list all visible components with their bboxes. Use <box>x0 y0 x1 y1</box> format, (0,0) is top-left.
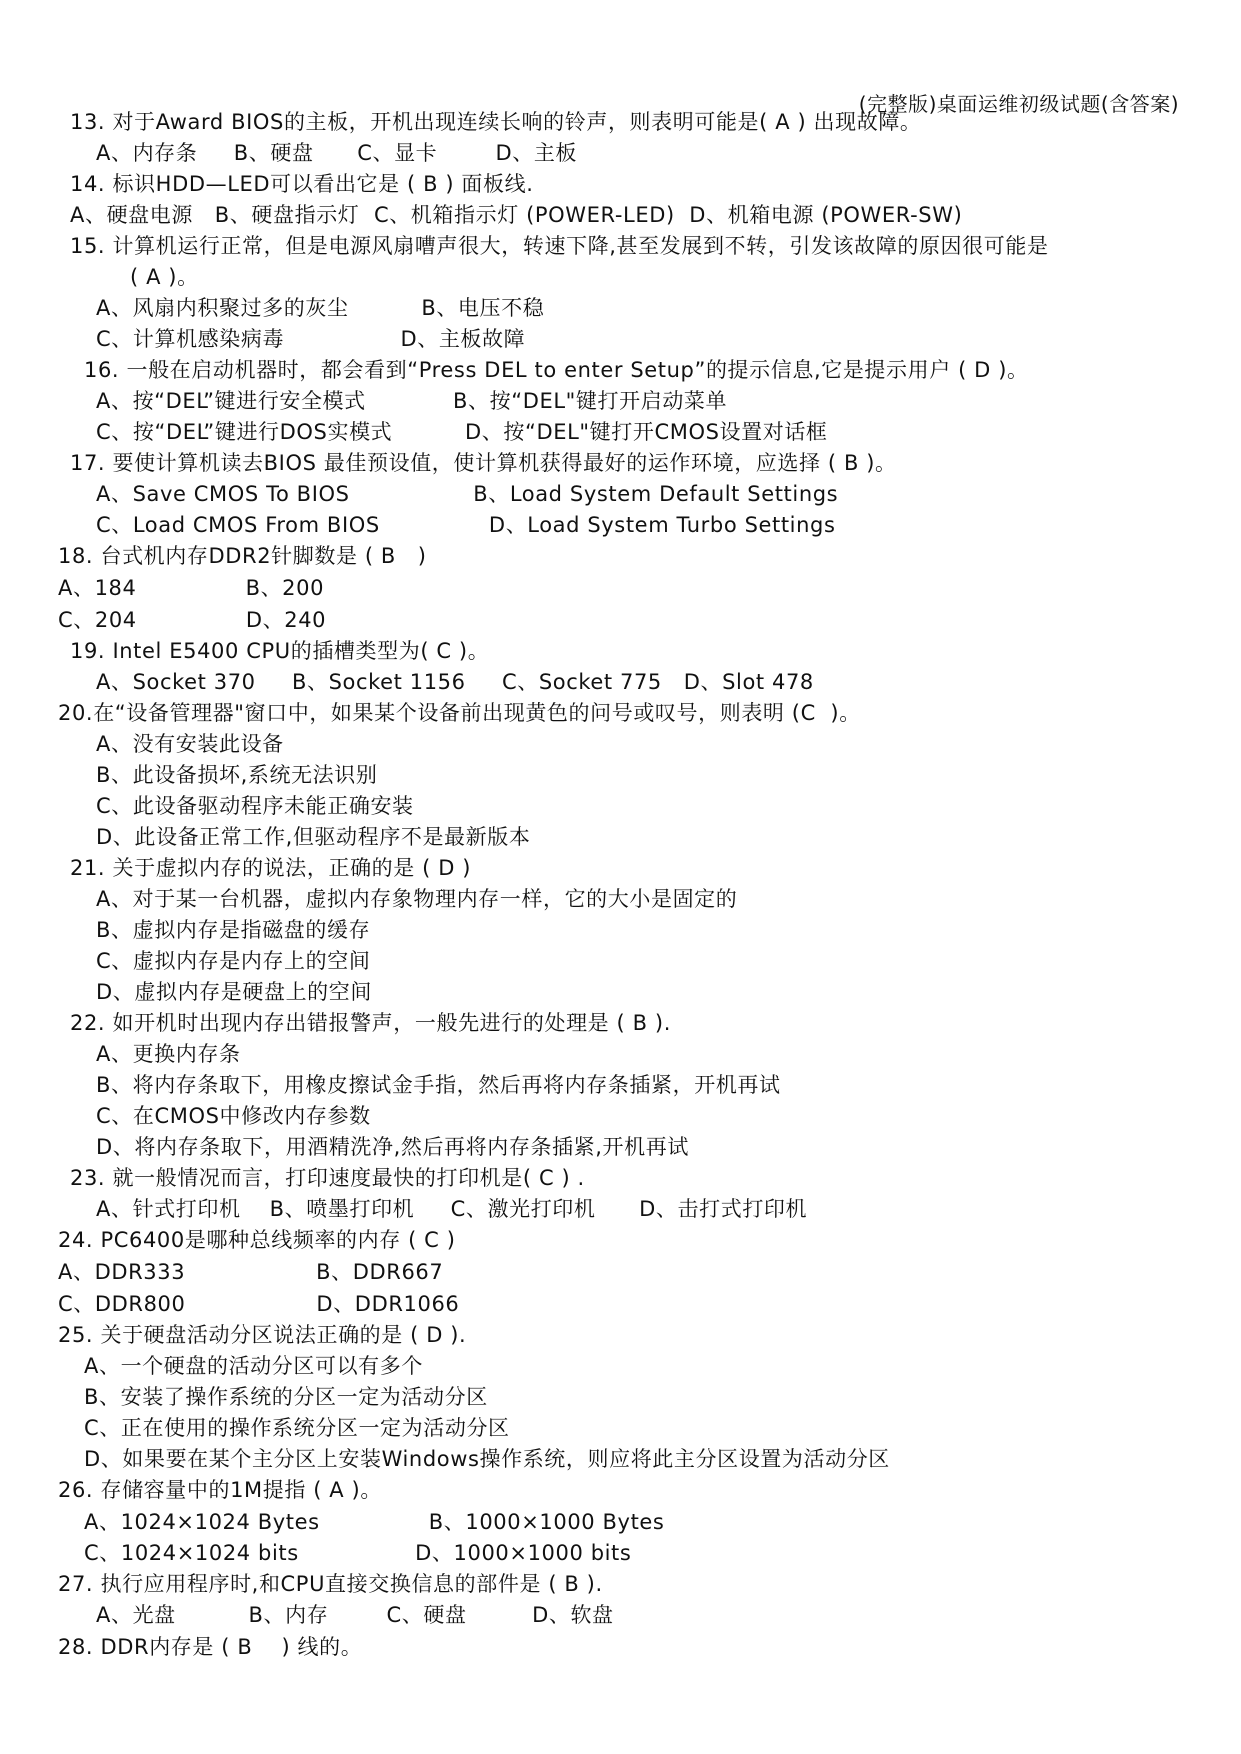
text-line: D、此设备正常工作,但驱动程序不是最新版本 <box>96 825 531 849</box>
text-line: 26. 存储容量中的1M提指 ( A )。 <box>58 1478 382 1502</box>
text-line: A、一个硬盘的活动分区可以有多个 <box>84 1354 423 1378</box>
text-line: A、1024×1024 Bytes B、1000×1000 Bytes <box>84 1510 665 1534</box>
text-line: B、安装了操作系统的分区一定为活动分区 <box>84 1385 488 1409</box>
text-line: 24. PC6400是哪种总线频率的内存 ( C ) <box>58 1228 456 1252</box>
text-line: C、204 D、240 <box>58 608 327 632</box>
text-line: A、没有安装此设备 <box>96 732 284 756</box>
text-line: C、在CMOS中修改内存参数 <box>96 1104 371 1128</box>
text-line: 18. 台式机内存DDR2针脚数是 ( B ) <box>58 544 427 568</box>
text-line: A、按“DEL”键进行安全模式 B、按“DEL"键打开启动菜单 <box>96 389 728 413</box>
text-line: A、内存条 B、硬盘 C、显卡 D、主板 <box>96 141 578 165</box>
text-line: A、更换内存条 <box>96 1042 241 1066</box>
text-line: A、DDR333 B、DDR667 <box>58 1260 444 1284</box>
text-line: C、1024×1024 bits D、1000×1000 bits <box>84 1541 632 1565</box>
text-line: A、针式打印机 B、喷墨打印机 C、激光打印机 D、击打式打印机 <box>96 1197 808 1221</box>
text-line: B、此设备损坏,系统无法识别 <box>96 763 378 787</box>
text-line: C、虚拟内存是内存上的空间 <box>96 949 371 973</box>
text-line: 25. 关于硬盘活动分区说法正确的是 ( D ). <box>58 1323 467 1347</box>
text-line: B、虚拟内存是指磁盘的缓存 <box>96 918 371 942</box>
page-header: (完整版)桌面运维初级试题(含答案) <box>858 92 1179 116</box>
text-line: 16. 一般在启动机器时，都会看到“Press DEL to enter Setup”的提示信息,它是提示用户 ( D )。 <box>84 358 1029 382</box>
text-line: A、硬盘电源 B、硬盘指示灯 C、机箱指示灯 (POWER-LED) D、机箱电源 (POWER-SW) <box>70 203 963 227</box>
text-line: ( A )。 <box>130 265 199 289</box>
text-line: 13. 对于Award BIOS的主板，开机出现连续长响的铃声，则表明可能是( A ) 出现故障。 <box>70 110 922 134</box>
text-line: 22. 如开机时出现内存出错报警声，一般先进行的处理是 ( B ). <box>70 1011 671 1035</box>
text-line: A、光盘 B、内存 C、硬盘 D、软盘 <box>96 1603 614 1627</box>
text-line: B、将内存条取下，用橡皮擦试金手指，然后再将内存条插紧，开机再试 <box>96 1073 781 1097</box>
text-line: 17. 要使计算机读去BIOS 最佳预设值，使计算机获得最好的运作环境，应选择 ( B )。 <box>70 451 897 475</box>
text-line: A、Socket 370 B、Socket 1156 C、Socket 775 D、Slot 478 <box>96 670 814 694</box>
text-line: C、Load CMOS From BIOS D、Load System Turbo Settings <box>96 513 836 537</box>
text-line: D、虚拟内存是硬盘上的空间 <box>96 980 372 1004</box>
text-line: D、如果要在某个主分区上安装Windows操作系统，则应将此主分区设置为活动分区 <box>84 1447 890 1471</box>
text-line: C、按“DEL”键进行DOS实模式 D、按“DEL"键打开CMOS设置对话框 <box>96 420 828 444</box>
text-line: C、计算机感染病毒 D、主板故障 <box>96 327 526 351</box>
text-line: A、184 B、200 <box>58 576 325 600</box>
text-line: 23. 就一般情况而言，打印速度最快的打印机是( C ) . <box>70 1166 585 1190</box>
text-line: 14. 标识HDD—LED可以看出它是 ( B ) 面板线. <box>70 172 534 196</box>
text-line: A、Save CMOS To BIOS B、Load System Default Settings <box>96 482 839 506</box>
text-line: C、正在使用的操作系统分区一定为活动分区 <box>84 1416 510 1440</box>
text-line: 19. Intel E5400 CPU的插槽类型为( C )。 <box>70 639 490 663</box>
text-line: A、风扇内积聚过多的灰尘 B、电压不稳 <box>96 296 545 320</box>
text-line: 27. 执行应用程序时,和CPU直接交换信息的部件是 ( B ). <box>58 1572 603 1596</box>
text-line: 28. DDR内存是 ( B ) 线的。 <box>58 1635 363 1659</box>
text-line: D、将内存条取下，用酒精洗净,然后再将内存条插紧,开机再试 <box>96 1135 689 1159</box>
text-line: C、DDR800 D、DDR1066 <box>58 1292 460 1316</box>
text-line: 21. 关于虚拟内存的说法，正确的是 ( D ) <box>70 856 472 880</box>
text-line: 20.在“设备管理器"窗口中，如果某个设备前出现黄色的问号或叹号，则表明 (C )。 <box>58 701 861 725</box>
text-line: A、对于某一台机器，虚拟内存象物理内存一样，它的大小是固定的 <box>96 887 738 911</box>
text-line: C、此设备驱动程序未能正确安装 <box>96 794 414 818</box>
text-line: 15. 计算机运行正常，但是电源风扇嘈声很大，转速下降,甚至发展到不转，引发该故障的原因很可能是 <box>70 234 1049 258</box>
